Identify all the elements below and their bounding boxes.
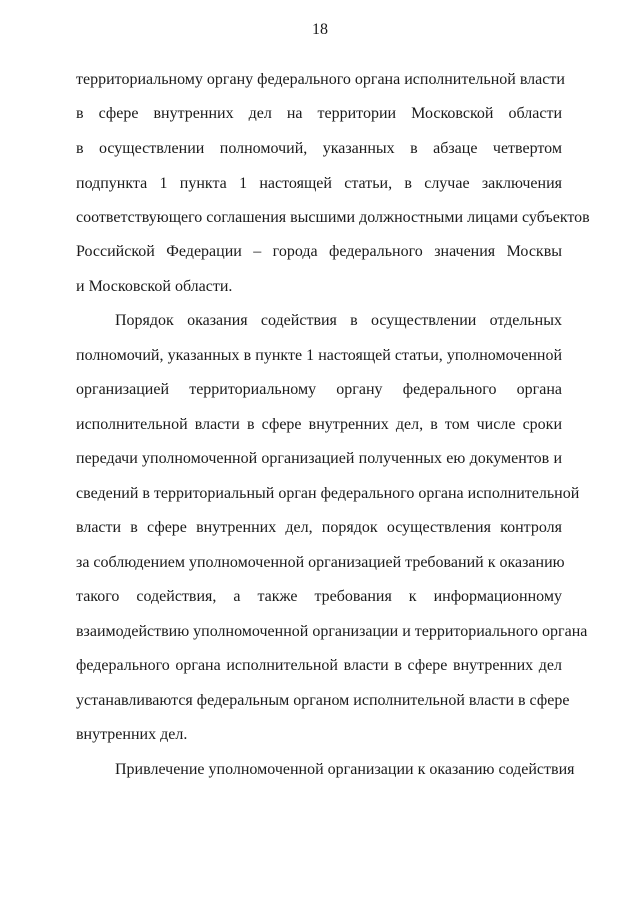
- text-line: такого содействия, а также требования к информационному: [76, 588, 562, 605]
- text-line: власти в сфере внутренних дел, порядок осуществления контроля: [76, 519, 562, 536]
- text-line: в сфере внутренних дел на территории Московской области: [76, 105, 562, 122]
- text-line: за соблюдением уполномоченной организацией требований к оказанию: [76, 554, 565, 571]
- text-line: передачи уполномоченной организацией полученных ею документов и: [76, 450, 562, 467]
- text-line: устанавливаются федеральным органом исполнительной власти в сфере: [76, 692, 570, 709]
- text-line: соответствующего соглашения высшими должностными лицами субъектов: [76, 209, 590, 226]
- text-line: Российской Федерации – города федерального значения Москвы: [76, 243, 562, 260]
- text-line: сведений в территориальный орган федерального органа исполнительной: [76, 485, 580, 502]
- text-line: территориальному органу федерального органа исполнительной власти: [76, 71, 565, 88]
- paragraph-first-line: Привлечение уполномоченной организации к оказанию содействия: [115, 761, 575, 778]
- text-line: взаимодействию уполномоченной организации и территориального органа: [76, 623, 588, 640]
- paragraph-first-line: Порядок оказания содействия в осуществлении отдельных: [115, 312, 562, 329]
- text-line: внутренних дел.: [76, 726, 188, 743]
- text-line: и Московской области.: [76, 278, 233, 295]
- text-line: федерального органа исполнительной власти в сфере внутренних дел: [76, 657, 562, 674]
- text-line: полномочий, указанных в пункте 1 настоящей статьи, уполномоченной: [76, 347, 562, 364]
- page-number: 18: [312, 21, 328, 38]
- text-line: исполнительной власти в сфере внутренних дел, в том числе сроки: [76, 416, 562, 433]
- text-line: подпункта 1 пункта 1 настоящей статьи, в случае заключения: [76, 175, 562, 192]
- text-line: организацией территориальному органу федерального органа: [76, 381, 562, 398]
- text-line: в осуществлении полномочий, указанных в абзаце четвертом: [76, 140, 562, 157]
